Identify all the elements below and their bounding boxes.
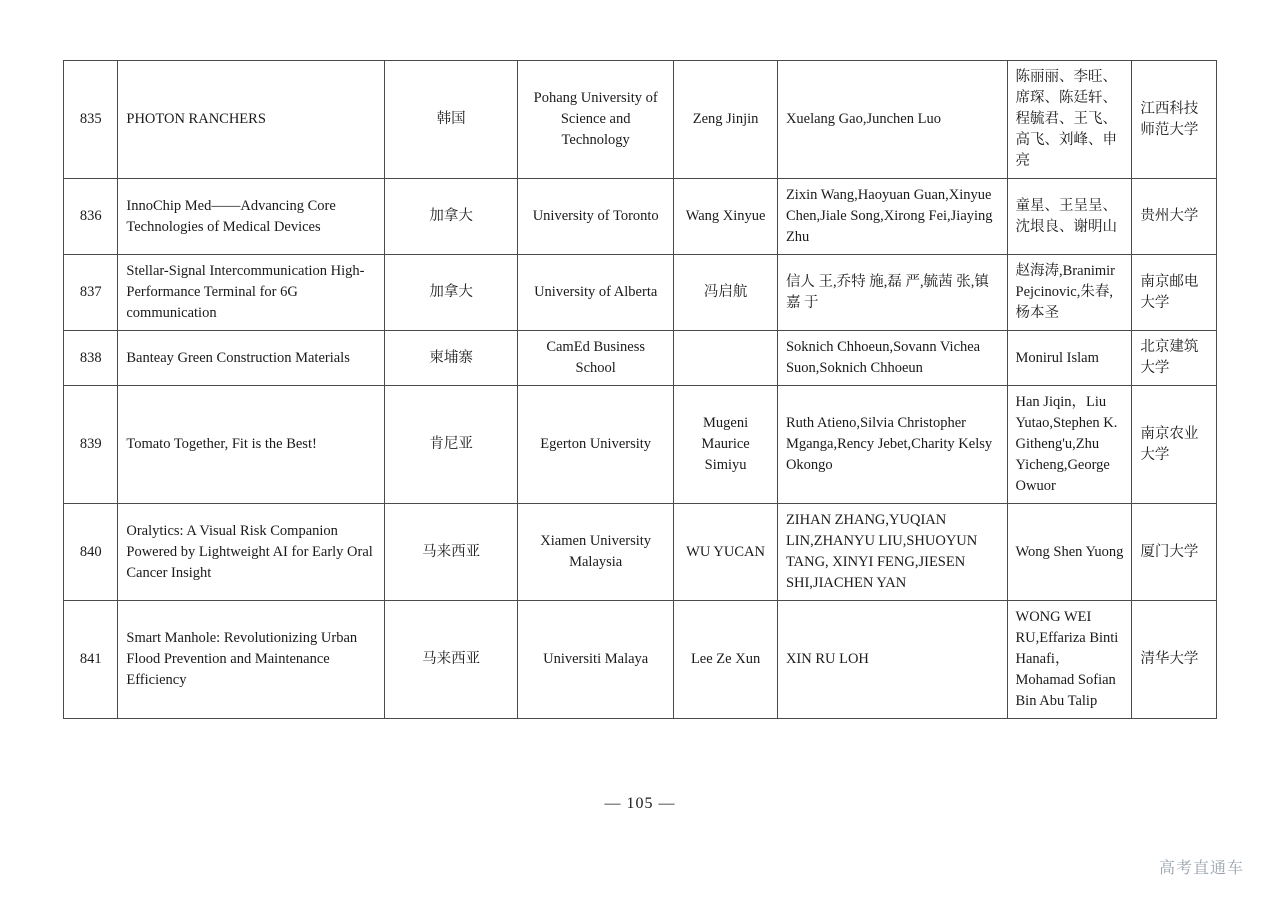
cell-title: Smart Manhole: Revolutionizing Urban Flood Prevention and Maintenance Efficiency: [118, 601, 385, 719]
table-body: [64, 61, 1217, 719]
cell-school: 贵州大学: [1132, 179, 1217, 255]
cell-university: CamEd Business School: [518, 331, 674, 386]
table-row: [64, 504, 1217, 601]
cell-id: 839: [64, 386, 118, 504]
table-row: [64, 255, 1217, 331]
cell-school: 清华大学: [1132, 601, 1217, 719]
cell-university: University of Alberta: [518, 255, 674, 331]
cell-leader: Mugeni Maurice Simiyu: [674, 386, 778, 504]
cell-leader: Zeng Jinjin: [674, 61, 778, 179]
table-row: [64, 179, 1217, 255]
cell-id: 838: [64, 331, 118, 386]
cell-school: 江西科技师范大学: [1132, 61, 1217, 179]
watermark: 高考直通车: [1158, 860, 1244, 877]
cell-leader: Lee Ze Xun: [674, 601, 778, 719]
cell-university: Universiti Malaya: [518, 601, 674, 719]
cell-id: 841: [64, 601, 118, 719]
cell-mentor: WONG WEI RU,Effariza Binti Hanafi，Mohamad Sofian Bin Abu Talip: [1007, 601, 1132, 719]
cell-university: Egerton University: [518, 386, 674, 504]
cell-country: 马来西亚: [385, 601, 518, 719]
cell-country: 加拿大: [385, 255, 518, 331]
cell-members: Zixin Wang,Haoyuan Guan,Xinyue Chen,Jiale Song,Xirong Fei,Jiaying Zhu: [777, 179, 1007, 255]
cell-university: University of Toronto: [518, 179, 674, 255]
cell-title: Banteay Green Construction Materials: [118, 331, 385, 386]
cell-mentor: 童星、王呈呈、沈垠良、谢明山: [1007, 179, 1132, 255]
cell-university: Pohang University of Science and Technology: [518, 61, 674, 179]
cell-title: InnoChip Med——Advancing Core Technologies of Medical Devices: [118, 179, 385, 255]
cell-members: Xuelang Gao,Junchen Luo: [777, 61, 1007, 179]
cell-mentor: Wong Shen Yuong: [1007, 504, 1132, 601]
cell-id: 835: [64, 61, 118, 179]
cell-country: 肯尼亚: [385, 386, 518, 504]
cell-title: Stellar-Signal Intercommunication High-Performance Terminal for 6G communication: [118, 255, 385, 331]
cell-mentor: Monirul Islam: [1007, 331, 1132, 386]
cell-members: XIN RU LOH: [777, 601, 1007, 719]
cell-title: Oralytics: A Visual Risk Companion Powered by Lightweight AI for Early Oral Cancer Insight: [118, 504, 385, 601]
cell-school: 南京农业大学: [1132, 386, 1217, 504]
projects-table: [63, 60, 1217, 719]
table-row: [64, 601, 1217, 719]
cell-university: Xiamen University Malaysia: [518, 504, 674, 601]
cell-members: Soknich Chhoeun,Sovann Vichea Suon,Soknich Chhoeun: [777, 331, 1007, 386]
cell-id: 840: [64, 504, 118, 601]
cell-country: 马来西亚: [385, 504, 518, 601]
cell-school: 北京建筑大学: [1132, 331, 1217, 386]
cell-leader: [674, 331, 778, 386]
cell-leader: Wang Xinyue: [674, 179, 778, 255]
cell-members: Ruth Atieno,Silvia Christopher Mganga,Rency Jebet,Charity Kelsy Okongo: [777, 386, 1007, 504]
table-row: [64, 61, 1217, 179]
cell-id: 836: [64, 179, 118, 255]
cell-members: ZIHAN ZHANG,YUQIAN LIN,ZHANYU LIU,SHUOYUN TANG, XINYI FENG,JIESEN SHI,JIACHEN YAN: [777, 504, 1007, 601]
cell-country: 韩国: [385, 61, 518, 179]
cell-title: PHOTON RANCHERS: [118, 61, 385, 179]
cell-mentor: 陈丽丽、李旺、席琛、陈廷轩、程毓君、王飞、高飞、刘峰、申亮: [1007, 61, 1132, 179]
cell-leader: WU YUCAN: [674, 504, 778, 601]
cell-title: Tomato Together, Fit is the Best!: [118, 386, 385, 504]
cell-country: 加拿大: [385, 179, 518, 255]
cell-mentor: 赵海涛,Branimir Pejcinovic,朱春,杨本圣: [1007, 255, 1132, 331]
cell-id: 837: [64, 255, 118, 331]
cell-members: 信人 王,乔特 施,磊 严,毓茜 张,镇嘉 于: [777, 255, 1007, 331]
cell-school: 南京邮电大学: [1132, 255, 1217, 331]
table-row: [64, 386, 1217, 504]
cell-leader: 冯启航: [674, 255, 778, 331]
cell-country: 柬埔寨: [385, 331, 518, 386]
cell-school: 厦门大学: [1132, 504, 1217, 601]
table-row: [64, 331, 1217, 386]
page-number: — 105 —: [604, 795, 676, 812]
cell-mentor: Han Jiqin，Liu Yutao,Stephen K. Githeng'u,Zhu Yicheng,George Owuor: [1007, 386, 1132, 504]
